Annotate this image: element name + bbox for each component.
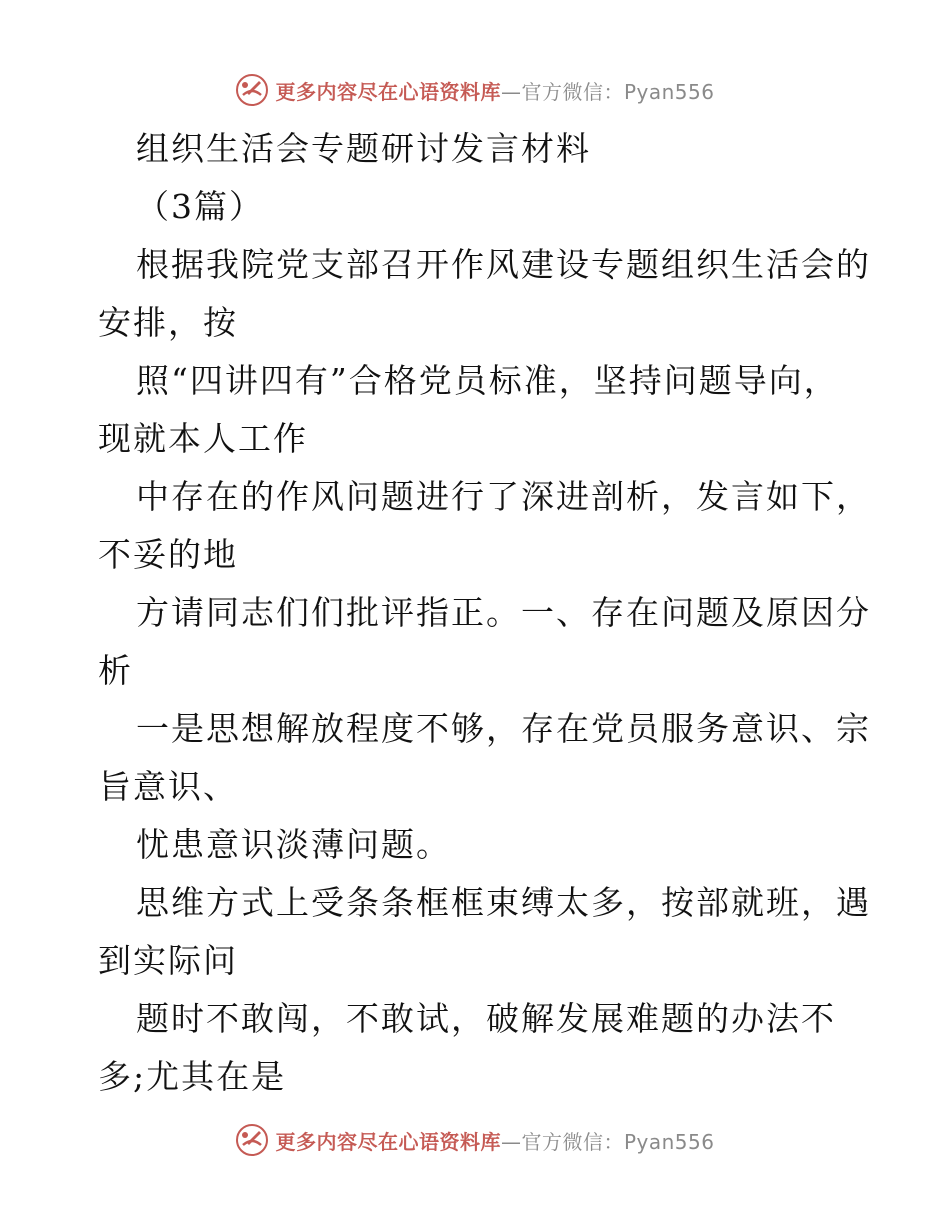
paragraph-line: 多;尤其在是 (98, 1057, 287, 1096)
top-watermark-banner (0, 70, 950, 110)
watermark-wechat-text: 官方微信：Pyan556 (521, 1129, 715, 1154)
document-body (98, 120, 871, 1106)
paragraph-line: 安排，按 (98, 303, 238, 342)
watermark-dash: — (500, 1129, 522, 1154)
watermark-site-text: 更多内容尽在心语资料库 (275, 79, 501, 104)
paragraph-line: 忧患意识淡薄问题。 (136, 825, 451, 864)
paragraph-line: 中存在的作风问题进行了深进剖析，发言如下， (136, 477, 871, 516)
paragraph-line: 根据我院党支部召开作风建设专题组织生活会的 (136, 245, 871, 284)
paragraph-line: 照“四讲四有”合格党员标准，坚持问题导向， (136, 361, 839, 400)
paragraph-line: 析 (98, 651, 133, 690)
book-quill-logo-icon (235, 1123, 269, 1157)
paragraph-line: 旨意识、 (98, 767, 238, 806)
watermark-site-text: 更多内容尽在心语资料库 (275, 1129, 501, 1154)
paragraph-line: 题时不敢闯，不敢试，破解发展难题的办法不 (136, 999, 836, 1038)
paragraph-line: 一是思想解放程度不够，存在党员服务意识、宗 (136, 709, 871, 748)
watermark-wechat-text: 官方微信：Pyan556 (521, 79, 715, 104)
bottom-watermark-banner (0, 1120, 950, 1160)
paragraph-line: 不妥的地 (98, 535, 238, 574)
watermark-text (275, 1126, 714, 1155)
paragraph-line: 到实际问 (98, 941, 238, 980)
paragraph-line: 现就本人工作 (98, 419, 308, 458)
document-title: 组织生活会专题研讨发言材料 (136, 129, 591, 168)
watermark-text (275, 76, 714, 105)
document-subtitle: （3篇） (136, 187, 264, 226)
watermark-dash: — (500, 79, 522, 104)
book-quill-logo-icon (235, 73, 269, 107)
paragraph-line: 思维方式上受条条框框束缚太多，按部就班，遇 (136, 883, 871, 922)
paragraph-line: 方请同志们们批评指正。一、存在问题及原因分 (136, 593, 871, 632)
